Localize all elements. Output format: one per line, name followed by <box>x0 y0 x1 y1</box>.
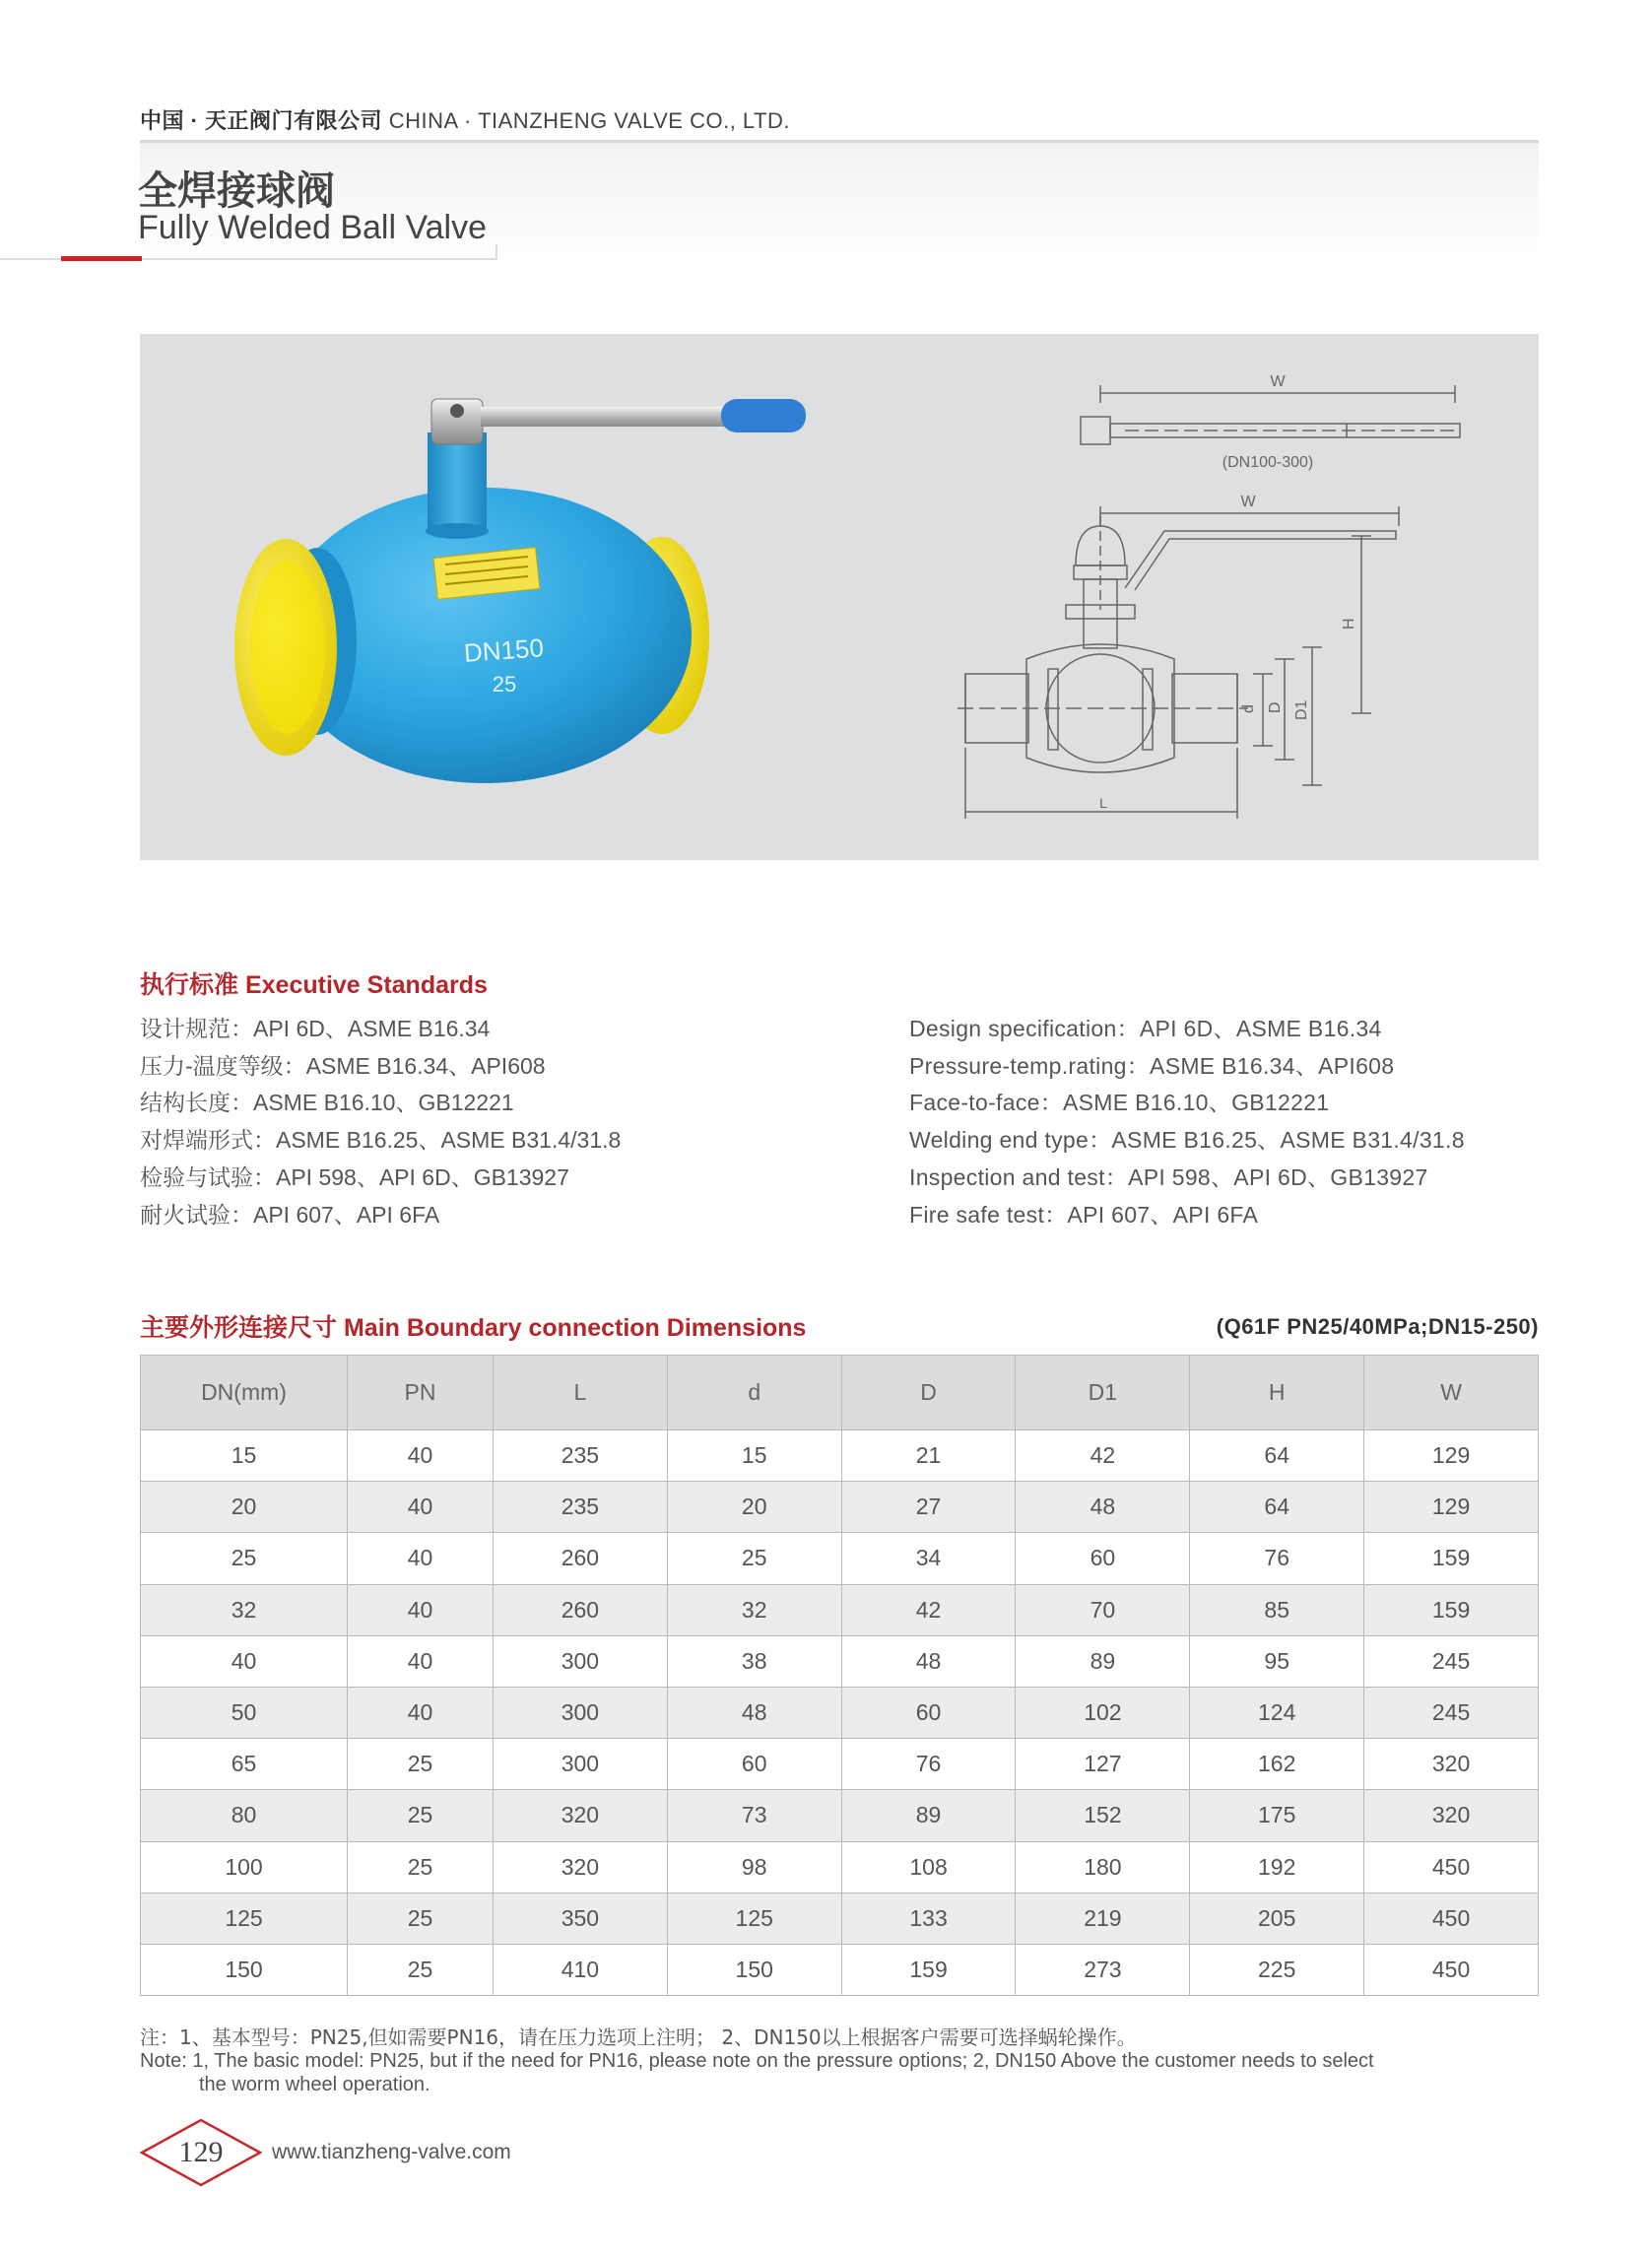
table-cell: 245 <box>1364 1687 1539 1738</box>
table-cell: 48 <box>841 1635 1016 1687</box>
table-cell: 300 <box>493 1635 667 1687</box>
table-cell: 159 <box>1364 1533 1539 1584</box>
table-header-row <box>141 1356 1539 1430</box>
table-cell: 20 <box>141 1482 348 1533</box>
table-cell: 25 <box>348 1841 494 1892</box>
table-cell: 300 <box>493 1739 667 1790</box>
valve-pressure-marking: 25 <box>492 672 517 697</box>
drawing-body-diameter-label: D1 <box>1293 699 1310 720</box>
standard-item-cn: 检验与试验：API 598、API 6D、GB13927 <box>140 1163 569 1190</box>
standard-item-en: Inspection and test：API 598、API 6D、GB13927 <box>909 1163 1428 1190</box>
table-cell: 192 <box>1190 1841 1364 1892</box>
table-cell: 21 <box>841 1430 1016 1482</box>
model-specification: (Q61F PN25/40MPa;DN15-250) <box>1216 1314 1539 1339</box>
table-cell: 42 <box>1016 1430 1190 1482</box>
standard-item-en: Face-to-face：ASME B16.10、GB12221 <box>909 1090 1330 1116</box>
table-cell: 40 <box>348 1635 494 1687</box>
table-cell: 102 <box>1016 1687 1190 1738</box>
company-name <box>140 104 790 135</box>
column-header: W <box>1364 1356 1539 1430</box>
table-row <box>141 1584 1539 1635</box>
table-cell: 40 <box>141 1635 348 1687</box>
table-cell: 98 <box>667 1841 841 1892</box>
drawing-outer-diameter-label: D <box>1267 701 1284 713</box>
table-cell: 320 <box>493 1790 667 1841</box>
drawing-length-label: L <box>1099 795 1107 811</box>
table-cell: 80 <box>141 1790 348 1841</box>
table-cell: 129 <box>1364 1430 1539 1482</box>
table-cell: 27 <box>841 1482 1016 1533</box>
table-cell: 70 <box>1016 1584 1190 1635</box>
table-row <box>141 1892 1539 1944</box>
table-cell: 410 <box>493 1944 667 1995</box>
column-header: L <box>493 1356 667 1430</box>
drawing-inner-diameter-label: d <box>1240 704 1257 713</box>
table-cell: 48 <box>667 1687 841 1738</box>
table-cell: 133 <box>841 1892 1016 1944</box>
table-cell: 159 <box>1364 1584 1539 1635</box>
table-cell: 32 <box>141 1584 348 1635</box>
table-cell: 76 <box>1190 1533 1364 1584</box>
table-row <box>141 1430 1539 1482</box>
footnote <box>140 2025 1549 2096</box>
standard-item-cn: 耐火试验：API 607、API 6FA <box>140 1201 440 1228</box>
table-row <box>141 1841 1539 1892</box>
table-cell: 245 <box>1364 1635 1539 1687</box>
table-cell: 235 <box>493 1482 667 1533</box>
dimensions-heading-en: Main Boundary connection Dimensions <box>343 1314 807 1342</box>
product-illustration <box>140 334 1539 860</box>
table-cell: 38 <box>667 1635 841 1687</box>
standard-item-cn: 结构长度：ASME B16.10、GB12221 <box>140 1090 514 1116</box>
table-cell: 180 <box>1016 1841 1190 1892</box>
drawing-height-label: H <box>1341 618 1357 630</box>
company-name-cn: 中国 · 天正阀门有限公司 <box>140 108 383 133</box>
table-cell: 25 <box>348 1892 494 1944</box>
table-cell: 60 <box>841 1687 1016 1738</box>
table-cell: 64 <box>1190 1430 1364 1482</box>
table-cell: 219 <box>1016 1892 1190 1944</box>
table-cell: 40 <box>348 1687 494 1738</box>
drawing-range-label: (DN100-300) <box>1222 454 1314 471</box>
page-title-en: Fully Welded Ball Valve <box>138 209 488 246</box>
table-cell: 320 <box>1364 1790 1539 1841</box>
table-cell: 50 <box>141 1687 348 1738</box>
standard-item-en: Design specification：API 6D、ASME B16.34 <box>909 1016 1382 1041</box>
table-cell: 76 <box>841 1739 1016 1790</box>
table-cell: 32 <box>667 1584 841 1635</box>
table-cell: 40 <box>348 1533 494 1584</box>
standard-item-cn: 压力-温度等级：ASME B16.34、API608 <box>140 1052 546 1079</box>
table-cell: 60 <box>667 1739 841 1790</box>
table-cell: 125 <box>141 1892 348 1944</box>
table-cell: 65 <box>141 1739 348 1790</box>
table-cell: 40 <box>348 1584 494 1635</box>
table-cell: 150 <box>141 1944 348 1995</box>
website-link[interactable]: www.tianzheng-valve.com <box>272 2141 511 2163</box>
table-cell: 175 <box>1190 1790 1364 1841</box>
table-cell: 95 <box>1190 1635 1364 1687</box>
table-cell: 125 <box>667 1892 841 1944</box>
table-cell: 42 <box>841 1584 1016 1635</box>
title-divider-end <box>496 244 497 260</box>
table-cell: 162 <box>1190 1739 1364 1790</box>
standards-heading <box>140 965 488 1001</box>
table-cell: 300 <box>493 1687 667 1738</box>
table-cell: 260 <box>493 1584 667 1635</box>
table-cell: 108 <box>841 1841 1016 1892</box>
table-cell: 73 <box>667 1790 841 1841</box>
table-cell: 273 <box>1016 1944 1190 1995</box>
table-cell: 100 <box>141 1841 348 1892</box>
footnote-en-line2: the worm wheel operation. <box>199 2074 430 2095</box>
table-cell: 40 <box>348 1482 494 1533</box>
product-image-panel <box>140 334 1539 860</box>
table-cell: 127 <box>1016 1739 1190 1790</box>
table-cell: 15 <box>667 1430 841 1482</box>
standards-list-cn <box>140 1011 621 1233</box>
table-cell: 34 <box>841 1533 1016 1584</box>
table-row <box>141 1482 1539 1533</box>
dimensions-heading-cn: 主要外形连接尺寸 <box>140 1314 338 1342</box>
table-cell: 129 <box>1364 1482 1539 1533</box>
table-cell: 450 <box>1364 1841 1539 1892</box>
column-header: D <box>841 1356 1016 1430</box>
table-cell: 320 <box>493 1841 667 1892</box>
table-cell: 25 <box>141 1533 348 1584</box>
table-row <box>141 1533 1539 1584</box>
standard-item-en: Welding end type：ASME B16.25、ASME B31.4/31.8 <box>909 1127 1465 1154</box>
table-cell: 235 <box>493 1430 667 1482</box>
column-header: D1 <box>1016 1356 1190 1430</box>
table-cell: 320 <box>1364 1739 1539 1790</box>
table-cell: 25 <box>348 1944 494 1995</box>
table-cell: 89 <box>841 1790 1016 1841</box>
table-body <box>141 1430 1539 1996</box>
table-cell: 40 <box>348 1430 494 1482</box>
page-number: 129 <box>178 2136 224 2168</box>
standard-item-en: Pressure-temp.rating：ASME B16.34、API608 <box>909 1052 1395 1079</box>
dimensions-heading <box>140 1308 806 1344</box>
table-cell: 48 <box>1016 1482 1190 1533</box>
table-cell: 152 <box>1016 1790 1190 1841</box>
valve-size-marking: DN150 <box>462 632 545 668</box>
table-row <box>141 1944 1539 1995</box>
table-row <box>141 1635 1539 1687</box>
table-cell: 450 <box>1364 1892 1539 1944</box>
table-cell: 205 <box>1190 1892 1364 1944</box>
drawing-top-width-label: W <box>1270 373 1286 390</box>
table-cell: 85 <box>1190 1584 1364 1635</box>
table-row <box>141 1790 1539 1841</box>
standard-item-cn: 对焊端形式：ASME B16.25、ASME B31.4/31.8 <box>140 1127 622 1154</box>
table-cell: 15 <box>141 1430 348 1482</box>
valve-photo <box>234 399 806 783</box>
column-header: DN(mm) <box>141 1356 348 1430</box>
table-cell: 225 <box>1190 1944 1364 1995</box>
table-cell: 25 <box>348 1790 494 1841</box>
table-cell: 89 <box>1016 1635 1190 1687</box>
standard-item-en: Fire safe test：API 607、API 6FA <box>909 1201 1259 1228</box>
table-cell: 450 <box>1364 1944 1539 1995</box>
column-header: d <box>667 1356 841 1430</box>
company-name-en: CHINA · TIANZHENG VALVE CO., LTD. <box>388 108 790 133</box>
standards-list-en <box>909 1011 1465 1233</box>
column-header: PN <box>348 1356 494 1430</box>
table-cell: 25 <box>667 1533 841 1584</box>
standard-item-cn: 设计规范：API 6D、ASME B16.34 <box>140 1016 491 1041</box>
table-cell: 124 <box>1190 1687 1364 1738</box>
footnote-cn: 注：1、基本型号：PN25,但如需要PN16，请在压力选项上注明； 2、DN150以上根据客户需要可选择蜗轮操作。 <box>140 2025 1137 2049</box>
dimensions-table <box>140 1355 1539 1996</box>
standards-heading-cn: 执行标准 <box>140 971 239 999</box>
table-row <box>141 1739 1539 1790</box>
table-cell: 25 <box>348 1739 494 1790</box>
table-cell: 260 <box>493 1533 667 1584</box>
table-row <box>141 1687 1539 1738</box>
table-cell: 60 <box>1016 1533 1190 1584</box>
drawing-width-label: W <box>1240 494 1256 510</box>
table-cell: 64 <box>1190 1482 1364 1533</box>
table-cell: 150 <box>667 1944 841 1995</box>
title-accent-bar <box>61 256 142 261</box>
page-title-cn: 全焊接球阀 <box>138 168 335 214</box>
table-cell: 159 <box>841 1944 1016 1995</box>
column-header: H <box>1190 1356 1364 1430</box>
technical-drawing <box>958 373 1460 819</box>
standards-heading-en: Executive Standards <box>244 971 488 999</box>
footnote-en-line1: Note: 1, The basic model: PN25, but if the need for PN16, please note on the pressure options; 2, DN150 Above the customer needs to select <box>140 2050 1374 2072</box>
table-cell: 20 <box>667 1482 841 1533</box>
table-cell: 350 <box>493 1892 667 1944</box>
